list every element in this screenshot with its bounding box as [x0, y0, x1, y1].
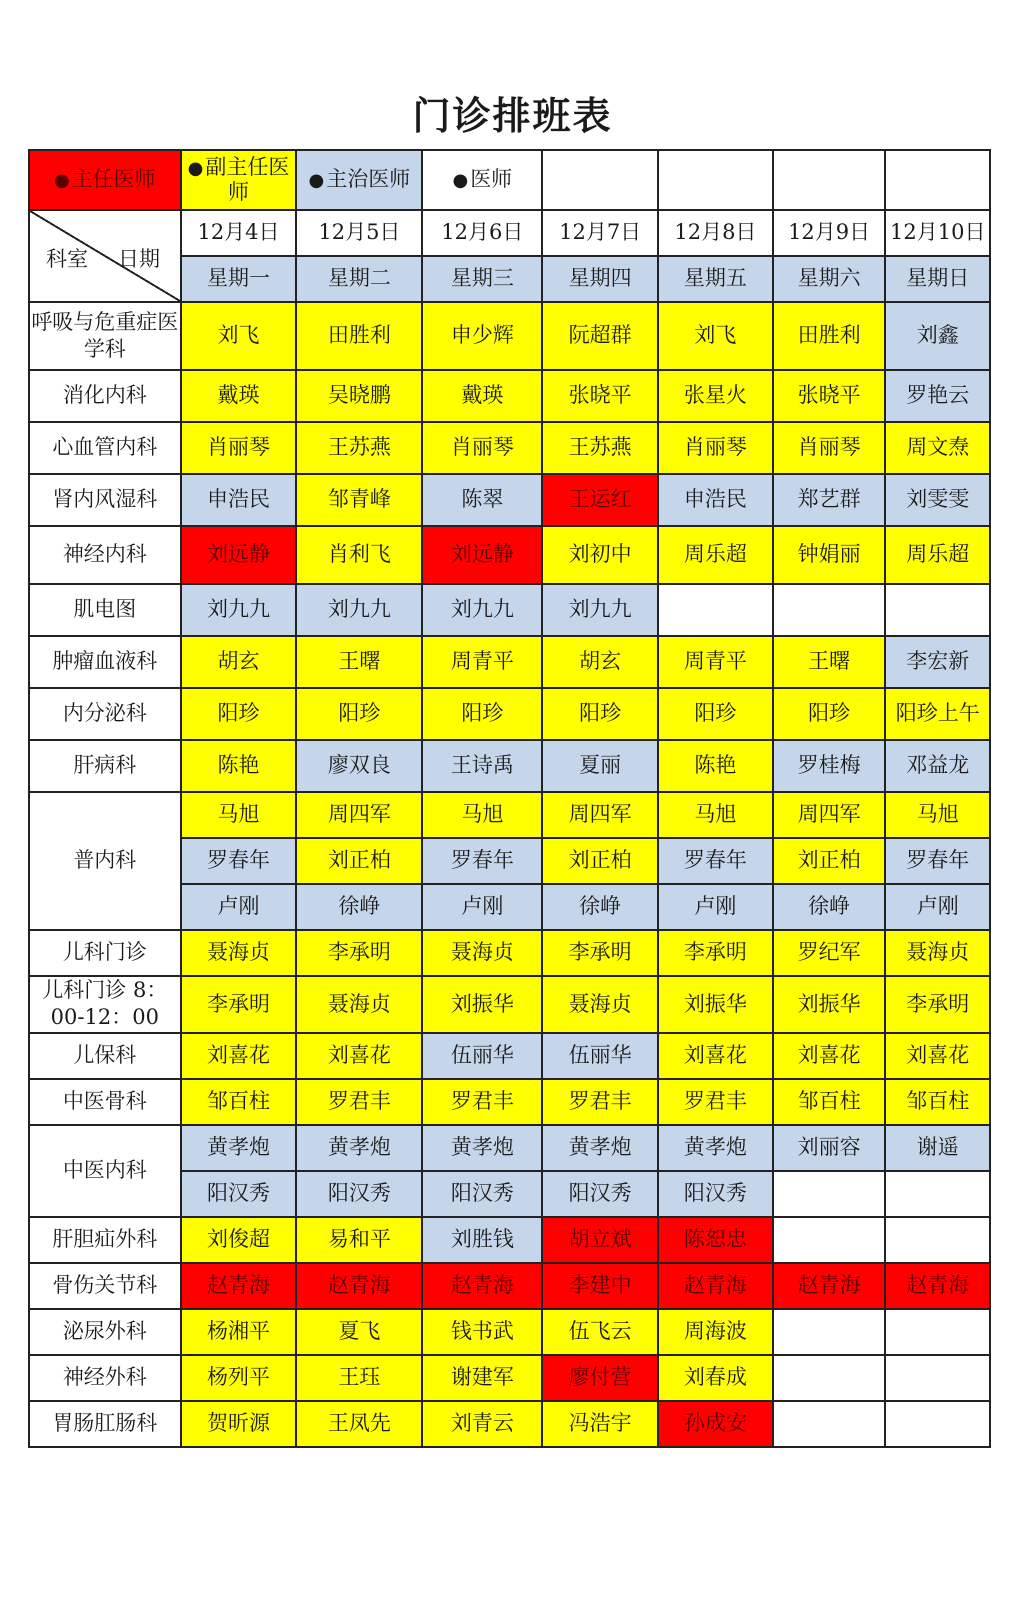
- doctor-cell: 罗春年: [658, 838, 773, 884]
- doctor-cell: 赵青海: [885, 1263, 990, 1309]
- doctor-cell: 刘飞: [658, 302, 773, 370]
- doctor-cell: 阳珍: [181, 688, 297, 740]
- doctor-cell: 刘雯雯: [885, 474, 990, 526]
- doctor-cell: 刘春成: [658, 1355, 773, 1401]
- department-name: 泌尿外科: [29, 1309, 181, 1355]
- department-name: 呼吸与危重症医学科: [29, 302, 181, 370]
- doctor-cell: 卢刚: [658, 884, 773, 930]
- empty-cell: [885, 150, 990, 210]
- doctor-cell: [773, 1217, 886, 1263]
- doctor-cell: 徐峥: [542, 884, 658, 930]
- doctor-cell: 孙成安: [658, 1401, 773, 1447]
- doctor-cell: 田胜利: [773, 302, 886, 370]
- doctor-cell: 谢遥: [885, 1125, 990, 1171]
- doctor-cell: 罗艳云: [885, 370, 990, 422]
- doctor-cell: 罗纪军: [773, 930, 886, 976]
- doctor-cell: 廖双良: [296, 740, 422, 792]
- weekday-cell: 星期日: [885, 256, 990, 302]
- doctor-cell: 罗春年: [885, 838, 990, 884]
- doctor-cell: 肖丽琴: [658, 422, 773, 474]
- department-row: [29, 422, 990, 474]
- date-cell: 12月4日: [181, 210, 297, 256]
- doctor-cell: [773, 1401, 886, 1447]
- doctor-cell: 王苏燕: [296, 422, 422, 474]
- department-name: 胃肠肛肠科: [29, 1401, 181, 1447]
- doctor-cell: 黄孝炮: [422, 1125, 542, 1171]
- legend-associate-label: 副主任医师: [205, 154, 290, 204]
- department-row: [29, 370, 990, 422]
- date-row: [29, 210, 990, 256]
- department-name: 普内科: [29, 792, 181, 930]
- department-row: [29, 1401, 990, 1447]
- department-name: 骨伤关节科: [29, 1263, 181, 1309]
- doctor-cell: 聂海贞: [296, 976, 422, 1033]
- doctor-cell: 聂海贞: [422, 930, 542, 976]
- doctor-cell: 杨列平: [181, 1355, 297, 1401]
- doctor-cell: 赵青海: [658, 1263, 773, 1309]
- bullet-icon: ●: [53, 170, 70, 192]
- doctor-cell: 周青平: [658, 636, 773, 688]
- doctor-cell: 李承明: [181, 976, 297, 1033]
- doctor-cell: 申浩民: [181, 474, 297, 526]
- doctor-cell: 马旭: [422, 792, 542, 838]
- department-row: [29, 1355, 990, 1401]
- weekday-cell: 星期一: [181, 256, 297, 302]
- weekday-cell: 星期四: [542, 256, 658, 302]
- doctor-cell: 徐峥: [296, 884, 422, 930]
- doctor-cell: 黄孝炮: [658, 1125, 773, 1171]
- doctor-cell: 伍丽华: [422, 1033, 542, 1079]
- doctor-cell: 李承明: [296, 930, 422, 976]
- weekday-cell: 星期六: [773, 256, 886, 302]
- doctor-cell: 刘鑫: [885, 302, 990, 370]
- doctor-cell: 张晓平: [542, 370, 658, 422]
- department-name: 肾内风湿科: [29, 474, 181, 526]
- doctor-cell: 肖丽琴: [181, 422, 297, 474]
- doctor-cell: 阳珍: [773, 688, 886, 740]
- doctor-cell: 黄孝炮: [296, 1125, 422, 1171]
- empty-cell: [542, 150, 658, 210]
- doctor-cell: 周青平: [422, 636, 542, 688]
- doctor-cell: 聂海贞: [181, 930, 297, 976]
- doctor-cell: 刘喜花: [658, 1033, 773, 1079]
- bullet-icon: ●: [308, 170, 325, 192]
- doctor-cell: 王曙: [296, 636, 422, 688]
- doctor-cell: 阳珍: [296, 688, 422, 740]
- doctor-cell: [885, 1355, 990, 1401]
- doctor-cell: 张晓平: [773, 370, 886, 422]
- department-name: 儿科门诊 8：00-12：00: [29, 976, 181, 1033]
- doctor-cell: 周四军: [296, 792, 422, 838]
- doctor-cell: 罗君丰: [296, 1079, 422, 1125]
- doctor-cell: 周文焘: [885, 422, 990, 474]
- doctor-cell: 刘九九: [422, 584, 542, 636]
- doctor-cell: 刘胜钱: [422, 1217, 542, 1263]
- legend-attending-cell: [296, 150, 422, 210]
- date-cell: 12月7日: [542, 210, 658, 256]
- department-row: [29, 740, 990, 792]
- doctor-cell: 王诗禹: [422, 740, 542, 792]
- doctor-cell: 肖利飞: [296, 526, 422, 584]
- department-row: [29, 636, 990, 688]
- department-name: 中医内科: [29, 1125, 181, 1217]
- doctor-cell: 邹青峰: [296, 474, 422, 526]
- doctor-cell: 阳汉秀: [542, 1171, 658, 1217]
- department-row: [29, 1263, 990, 1309]
- department-row: [29, 302, 990, 370]
- doctor-cell: 罗君丰: [658, 1079, 773, 1125]
- doctor-cell: 刘初中: [542, 526, 658, 584]
- doctor-cell: 王运红: [542, 474, 658, 526]
- doctor-cell: 周四军: [542, 792, 658, 838]
- doctor-cell: 戴瑛: [181, 370, 297, 422]
- date-cell: 12月5日: [296, 210, 422, 256]
- doctor-cell: 刘九九: [181, 584, 297, 636]
- doctor-cell: 刘喜花: [296, 1033, 422, 1079]
- doctor-cell: 阳汉秀: [296, 1171, 422, 1217]
- doctor-cell: 杨湘平: [181, 1309, 297, 1355]
- department-row: [29, 1125, 990, 1171]
- doctor-cell: 伍飞云: [542, 1309, 658, 1355]
- weekday-cell: 星期五: [658, 256, 773, 302]
- doctor-cell: 刘正柏: [773, 838, 886, 884]
- legend-resident-cell: [422, 150, 542, 210]
- doctor-cell: 郑艺群: [773, 474, 886, 526]
- legend-associate-cell: [181, 150, 297, 210]
- schedule-table: [28, 149, 991, 1448]
- weekday-cell: 星期二: [296, 256, 422, 302]
- doctor-cell: 阳珍: [422, 688, 542, 740]
- department-name: 神经内科: [29, 526, 181, 584]
- doctor-cell: 刘九九: [296, 584, 422, 636]
- corner-header: [29, 210, 181, 302]
- doctor-cell: 赵青海: [422, 1263, 542, 1309]
- doctor-cell: 李承明: [885, 976, 990, 1033]
- doctor-cell: 申少辉: [422, 302, 542, 370]
- doctor-cell: 王凤先: [296, 1401, 422, 1447]
- page-title: 门诊排班表: [412, 94, 613, 138]
- doctor-cell: 刘丽容: [773, 1125, 886, 1171]
- legend-chief-cell: [29, 150, 181, 210]
- doctor-cell: 钟娟丽: [773, 526, 886, 584]
- doctor-cell: 马旭: [885, 792, 990, 838]
- doctor-cell: 周乐超: [658, 526, 773, 584]
- doctor-cell: 陈艳: [181, 740, 297, 792]
- doctor-cell: [773, 1171, 886, 1217]
- doctor-cell: 夏飞: [296, 1309, 422, 1355]
- doctor-cell: 卢刚: [422, 884, 542, 930]
- department-name: 肌电图: [29, 584, 181, 636]
- doctor-cell: 王曙: [773, 636, 886, 688]
- doctor-cell: [885, 1171, 990, 1217]
- doctor-cell: 伍丽华: [542, 1033, 658, 1079]
- doctor-cell: 廖付营: [542, 1355, 658, 1401]
- doctor-cell: [658, 584, 773, 636]
- doctor-cell: 黄孝炮: [542, 1125, 658, 1171]
- department-row: [29, 976, 990, 1033]
- department-row: [29, 1079, 990, 1125]
- doctor-cell: 阳汉秀: [181, 1171, 297, 1217]
- doctor-cell: 田胜利: [296, 302, 422, 370]
- doctor-cell: 李宏新: [885, 636, 990, 688]
- department-name: 肝病科: [29, 740, 181, 792]
- department-name: 神经外科: [29, 1355, 181, 1401]
- doctor-cell: 刘喜花: [181, 1033, 297, 1079]
- legend-chief-label: 主任医师: [71, 167, 156, 192]
- department-row: [29, 526, 990, 584]
- doctor-cell: 肖丽琴: [773, 422, 886, 474]
- department-name: 肝胆疝外科: [29, 1217, 181, 1263]
- doctor-cell: [773, 1355, 886, 1401]
- doctor-cell: 周乐超: [885, 526, 990, 584]
- doctor-cell: 罗春年: [181, 838, 297, 884]
- bullet-icon: ●: [452, 170, 469, 192]
- department-name: 内分泌科: [29, 688, 181, 740]
- doctor-cell: 卢刚: [885, 884, 990, 930]
- department-row: [29, 1217, 990, 1263]
- date-header-label: 日期: [118, 247, 160, 271]
- doctor-cell: 阮超群: [542, 302, 658, 370]
- doctor-cell: 易和平: [296, 1217, 422, 1263]
- doctor-cell: 邓益龙: [885, 740, 990, 792]
- department-row: [29, 474, 990, 526]
- doctor-cell: 胡立斌: [542, 1217, 658, 1263]
- date-cell: 12月10日: [885, 210, 990, 256]
- doctor-cell: 阳汉秀: [422, 1171, 542, 1217]
- doctor-cell: 陈艳: [658, 740, 773, 792]
- doctor-cell: 周四军: [773, 792, 886, 838]
- department-name: 儿科门诊: [29, 930, 181, 976]
- doctor-cell: 贺昕源: [181, 1401, 297, 1447]
- empty-cell: [658, 150, 773, 210]
- department-name: 肿瘤血液科: [29, 636, 181, 688]
- doctor-cell: 王珏: [296, 1355, 422, 1401]
- doctor-cell: 阳汉秀: [658, 1171, 773, 1217]
- doctor-cell: 刘振华: [658, 976, 773, 1033]
- doctor-cell: 阳珍: [542, 688, 658, 740]
- legend-attending-label: 主治医师: [326, 167, 411, 192]
- department-row: [29, 1309, 990, 1355]
- doctor-cell: 吴晓鹏: [296, 370, 422, 422]
- doctor-cell: [885, 1309, 990, 1355]
- doctor-cell: 刘飞: [181, 302, 297, 370]
- doctor-cell: 罗君丰: [542, 1079, 658, 1125]
- doctor-cell: 胡玄: [181, 636, 297, 688]
- doctor-cell: [885, 1217, 990, 1263]
- department-row: [29, 688, 990, 740]
- doctor-cell: 阳珍上午: [885, 688, 990, 740]
- weekday-cell: 星期三: [422, 256, 542, 302]
- doctor-cell: 戴瑛: [422, 370, 542, 422]
- doctor-cell: 刘正柏: [542, 838, 658, 884]
- doctor-cell: 张星火: [658, 370, 773, 422]
- legend-row: [29, 150, 990, 210]
- empty-cell: [773, 150, 886, 210]
- department-name: 儿保科: [29, 1033, 181, 1079]
- doctor-cell: 刘青云: [422, 1401, 542, 1447]
- department-row: [29, 584, 990, 636]
- doctor-cell: 刘九九: [542, 584, 658, 636]
- doctor-cell: 刘远静: [181, 526, 297, 584]
- doctor-cell: 罗春年: [422, 838, 542, 884]
- department-name: 心血管内科: [29, 422, 181, 474]
- doctor-cell: [773, 1309, 886, 1355]
- doctor-cell: 刘喜花: [885, 1033, 990, 1079]
- doctor-cell: 胡玄: [542, 636, 658, 688]
- department-row: [29, 792, 990, 838]
- doctor-cell: 李建中: [542, 1263, 658, 1309]
- doctor-cell: 李承明: [658, 930, 773, 976]
- doctor-cell: 申浩民: [658, 474, 773, 526]
- doctor-cell: 罗桂梅: [773, 740, 886, 792]
- doctor-cell: 刘振华: [422, 976, 542, 1033]
- doctor-cell: 周海波: [658, 1309, 773, 1355]
- doctor-cell: 聂海贞: [542, 976, 658, 1033]
- doctor-cell: 赵青海: [181, 1263, 297, 1309]
- doctor-cell: 卢刚: [181, 884, 297, 930]
- department-row: [29, 930, 990, 976]
- legend-resident-label: 医师: [470, 167, 513, 192]
- doctor-cell: 黄孝炮: [181, 1125, 297, 1171]
- doctor-cell: 李承明: [542, 930, 658, 976]
- doctor-cell: 夏丽: [542, 740, 658, 792]
- doctor-cell: 邹百柱: [885, 1079, 990, 1125]
- date-cell: 12月8日: [658, 210, 773, 256]
- date-cell: 12月6日: [422, 210, 542, 256]
- doctor-cell: 马旭: [181, 792, 297, 838]
- doctor-cell: 马旭: [658, 792, 773, 838]
- doctor-cell: 刘远静: [422, 526, 542, 584]
- doctor-cell: 王苏燕: [542, 422, 658, 474]
- doctor-cell: 陈翠: [422, 474, 542, 526]
- bullet-icon: ●: [187, 157, 204, 179]
- doctor-cell: [885, 584, 990, 636]
- dept-header-label: 科室: [46, 247, 88, 271]
- doctor-cell: [773, 584, 886, 636]
- doctor-cell: 钱书武: [422, 1309, 542, 1355]
- doctor-cell: 罗君丰: [422, 1079, 542, 1125]
- date-cell: 12月9日: [773, 210, 886, 256]
- doctor-cell: 邹百柱: [773, 1079, 886, 1125]
- doctor-cell: 邹百柱: [181, 1079, 297, 1125]
- department-name: 中医骨科: [29, 1079, 181, 1125]
- doctor-cell: 谢建军: [422, 1355, 542, 1401]
- doctor-cell: 阳珍: [658, 688, 773, 740]
- doctor-cell: 刘振华: [773, 976, 886, 1033]
- doctor-cell: 刘喜花: [773, 1033, 886, 1079]
- doctor-cell: 徐峥: [773, 884, 886, 930]
- doctor-cell: 刘俊超: [181, 1217, 297, 1263]
- doctor-cell: 赵青海: [296, 1263, 422, 1309]
- doctor-cell: 聂海贞: [885, 930, 990, 976]
- doctor-cell: 肖丽琴: [422, 422, 542, 474]
- doctor-cell: [885, 1401, 990, 1447]
- doctor-cell: 陈恕忠: [658, 1217, 773, 1263]
- doctor-cell: 刘正柏: [296, 838, 422, 884]
- doctor-cell: 赵青海: [773, 1263, 886, 1309]
- department-name: 消化内科: [29, 370, 181, 422]
- doctor-cell: 冯浩宇: [542, 1401, 658, 1447]
- department-row: [29, 1033, 990, 1079]
